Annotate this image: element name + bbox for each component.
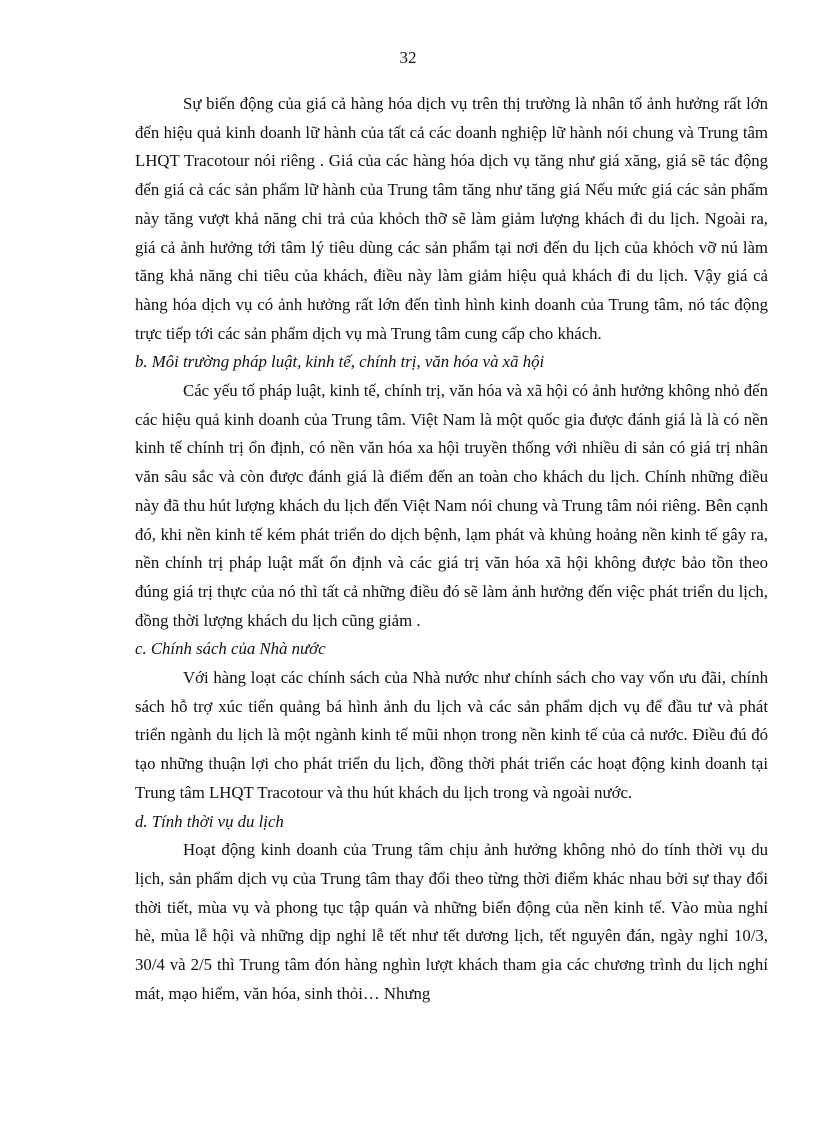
heading-seasonality: d. Tính thời vụ du lịch: [135, 811, 284, 831]
paragraph-price-impact: Sự biến động của giá cả hàng hóa dịch vụ trên thị trường là nhân tố ảnh hưởng rất lớn đến hiệu quả kinh doanh lữ hành của tất cả các doanh nghiệp lữ hành nói chung và Trung tâm LHQT Tracotour nói riêng . Giá của các hàng hóa dịch vụ tăng như giá xăng, giá sẽ tác động đến giá cả các sản phẩm lữ hành của Trung tâm tăng như tăng giá Nếu mức giá các sản phẩm này tăng vượt khả năng chi trả của khỏch thỡ sẽ làm giảm lượng khách đi du lịch. Ngoài ra, giá cả ảnh hưởng tới tâm lý tiêu dùng các sản phẩm tại nơi đến du lịch của khỏch vỡ nú làm tăng khả năng chi tiêu của khách, điều này làm giảm hiệu quả khách đi du lịch. Vậy giá cả hàng hóa dịch vụ có ảnh hưởng rất lớn đến tình hình kinh doanh của Trung tâm, nó tác động trực tiếp tới các sản phẩm dịch vụ mà Trung tâm cung cấp cho khách.: [135, 94, 768, 343]
page-number: 32: [399, 48, 417, 67]
paragraph-seasonality: Hoạt động kinh doanh của Trung tâm chịu ảnh hưởng không nhỏ do tính thời vụ du lịch, sản phẩm dịch vụ của Trung tâm thay đổi theo từng thời điểm khác nhau bởi sự thay đổi thời tiết, mùa vụ và phong tục tập quán và những biến động của nền kinh tế. Vào mùa nghỉ hè, mùa lễ hội và những dịp nghỉ lễ tết như tết dương lịch, tết nguyên đán, ngày nghỉ 10/3, 30/4 và 2/5 thì Trung tâm đón hàng nghìn lượt khách tham gia các chương trình du lịch nghỉ mát, mạo hiểm, văn hóa, sinh thỏi… Nhưng: [135, 840, 768, 1003]
heading-legal-economic-environment: b. Môi trường pháp luật, kinh tế, chính trị, văn hóa và xã hội: [135, 352, 545, 372]
document-body: [135, 90, 768, 1009]
paragraph-legal-economic-environment: Các yếu tố pháp luật, kinh tế, chính trị, văn hóa và xã hội có ảnh hưởng không nhỏ đến các hiệu quả kinh doanh của Trung tâm. Việt Nam là một quốc gia được đánh giá là là có nền kinh tế chính trị ổn định, có nền văn hóa xa hội truyền thống với nhiều di sản có giá trị nhân văn sâu sắc và còn được đánh giá là điểm đến an toàn cho khách du lịch. Chính những điều này đã thu hút lượng khách du lịch đến Việt Nam nói chung và Trung tâm nói riêng. Bên cạnh đó, khi nền kinh tế kém phát triển do dịch bệnh, lạm phát và khủng hoảng nền kinh tế gây ra, nền chính trị pháp luật mất ổn định và các giá trị văn hóa xã hội không được bảo tồn theo đúng giá trị thực của nó thì tất cả những điều đó sẽ làm ảnh hưởng đến việc phát triển du lịch, đồng thời lượng khách du lịch cũng giảm .: [135, 381, 768, 630]
heading-state-policy: c. Chính sách của Nhà nước: [135, 639, 326, 659]
paragraph-state-policy: Với hàng loạt các chính sách của Nhà nước như chính sách cho vay vốn ưu đãi, chính sách hỗ trợ xúc tiến quảng bá hình ảnh du lịch và các sản phẩm dịch vụ để đầu tư và phát triển ngành du lịch là một ngành kinh tế mũi nhọn trong nền kinh tế của cả nước. Điều đú đó tạo những thuận lợi cho phát triển du lịch, đồng thời phát triển các hoạt động kinh doanh tại Trung tâm LHQT Tracotour và thu hút khách du lịch trong và ngoài nước.: [135, 668, 768, 802]
